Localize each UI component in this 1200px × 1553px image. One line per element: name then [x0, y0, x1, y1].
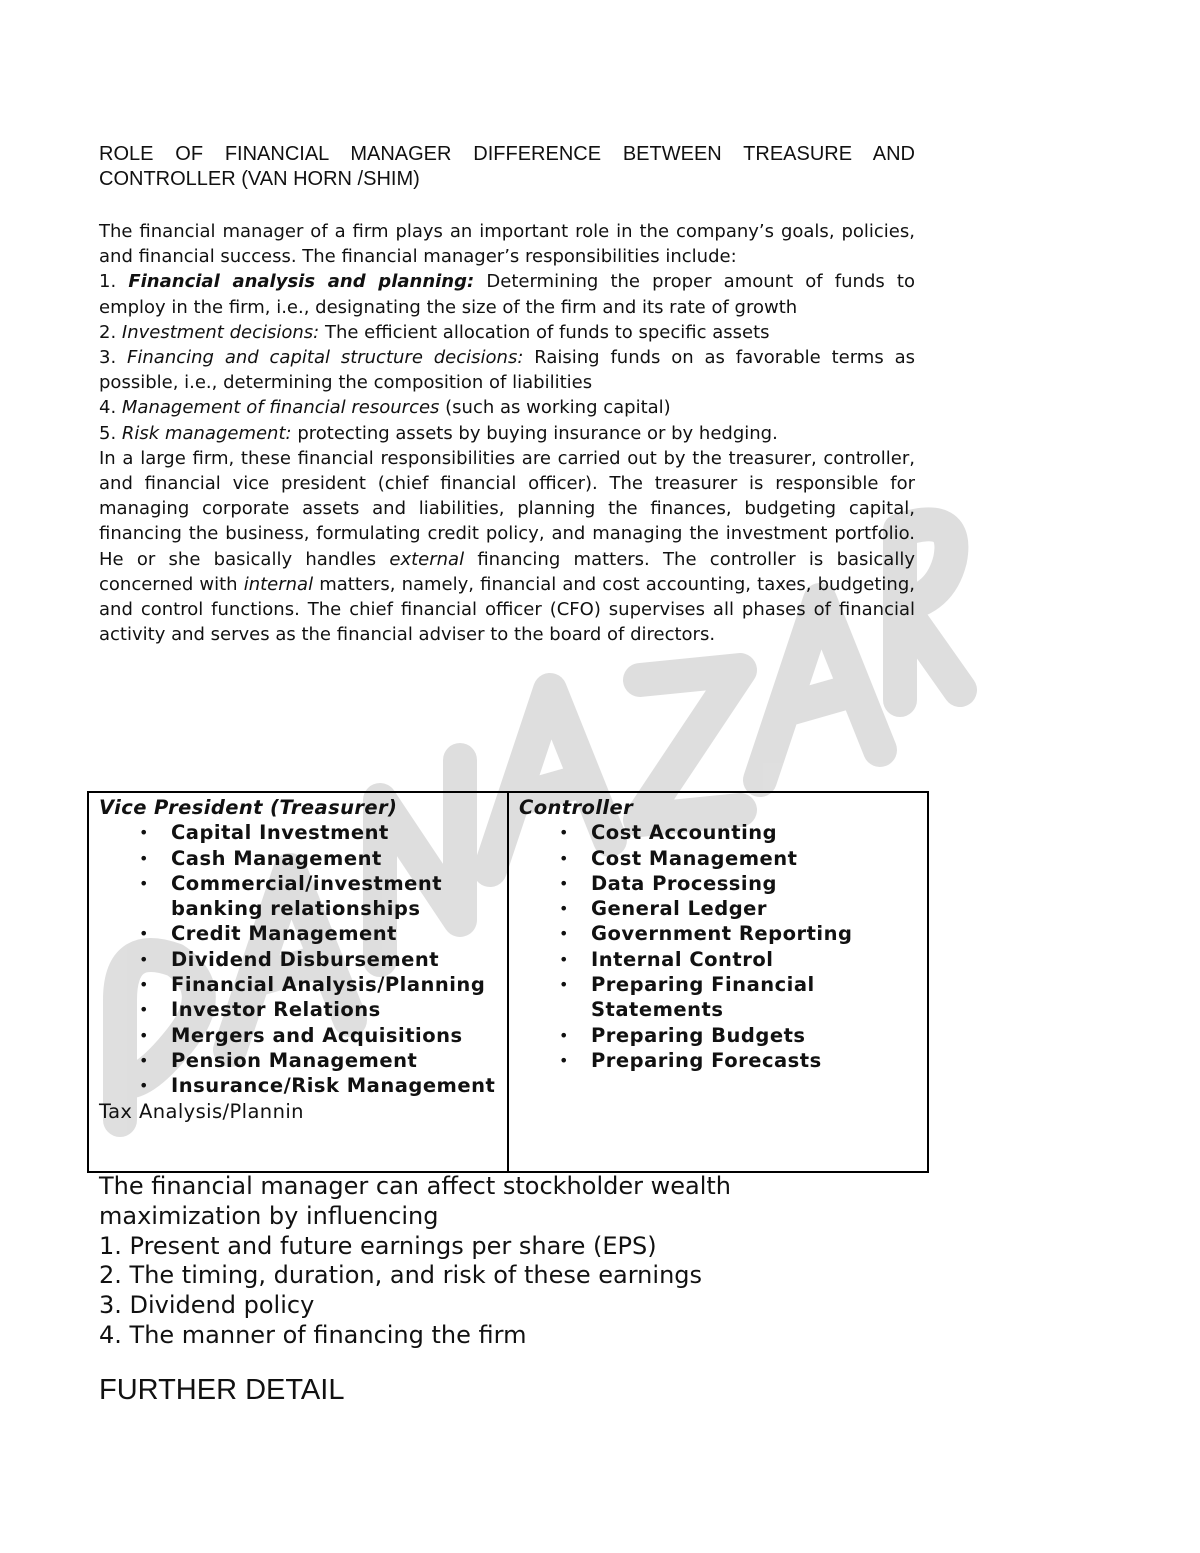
responsibility-4: 4. Management of financial resources (such as working capital) — [99, 397, 671, 419]
responsibility-5: 5. Risk management: protecting assets by buying insurance or by hedging. — [99, 422, 778, 444]
list-item: • Cash Management — [139, 846, 382, 870]
treasurer-column — [89, 793, 509, 1171]
bullet-icon: • — [139, 1000, 149, 1020]
list-item: • Mergers and Acquisitions — [139, 1023, 463, 1047]
list-item: • Cost Accounting — [559, 821, 778, 845]
responsibility-2: 2. Investment decisions: The efficient allocation of funds to specific assets — [99, 321, 770, 343]
list-item: • Internal Control — [559, 947, 774, 971]
bullet-icon: • — [559, 848, 569, 868]
list-item: • Preparing Financial Statements — [559, 973, 815, 1022]
bullet-icon: • — [139, 1076, 149, 1096]
responsibility-1: 1. Financial analysis and planning: Determining the proper amount of funds to employ in the firm, i.e., designating the size of the firm and its rate of growth — [99, 271, 915, 318]
bullet-icon: • — [559, 975, 569, 995]
list-item: • Commercial/investment banking relationships — [139, 871, 443, 921]
wealth-line: 1. Present and future earnings per share (EPS) — [99, 1231, 657, 1260]
bullet-icon: • — [559, 873, 569, 893]
wealth-line: maximization by influencing — [99, 1201, 439, 1230]
responsibility-label: Risk management: — [121, 422, 292, 444]
list-item: • Financial Analysis/Planning — [139, 973, 486, 997]
treasurer-footer: Tax Analysis/Plannin — [99, 1099, 304, 1123]
list-item: • Pension Management — [139, 1048, 418, 1072]
wealth-line: 3. Dividend policy — [99, 1291, 315, 1320]
bullet-icon: • — [559, 1025, 569, 1045]
bullet-icon: • — [559, 1050, 569, 1070]
list-item: • Government Reporting — [559, 922, 853, 946]
treasurer-list — [99, 820, 507, 1098]
responsibility-label: Management of financial resources — [121, 397, 440, 419]
list-item: • Insurance/Risk Management — [139, 1074, 496, 1098]
bullet-icon: • — [139, 873, 149, 893]
bullet-icon: • — [559, 899, 569, 919]
list-item: • Preparing Budgets — [559, 1023, 806, 1047]
list-item: • Data Processing — [559, 871, 777, 895]
bullet-icon: • — [139, 924, 149, 944]
list-item: • Credit Management — [139, 922, 397, 946]
further-detail-heading: FURTHER DETAIL — [99, 1374, 345, 1406]
wealth-line: 4. The manner of financing the firm — [99, 1320, 527, 1349]
bullet-icon: • — [139, 1025, 149, 1045]
bullet-icon: • — [139, 823, 149, 843]
bullet-icon: • — [559, 823, 569, 843]
bullet-icon: • — [559, 949, 569, 969]
list-item: • Preparing Forecasts — [559, 1048, 822, 1072]
list-item: • General Ledger — [559, 897, 767, 921]
bullet-icon: • — [559, 924, 569, 944]
list-item: • Capital Investment — [139, 821, 389, 845]
document-title: ROLE OF FINANCIAL MANAGER DIFFERENCE BETWEEN TREASURE AND CONTROLLER (VAN HORN /SHIM) — [99, 143, 915, 190]
bullet-icon: • — [139, 848, 149, 868]
treasurer-heading: Vice President (Treasurer) — [99, 796, 398, 819]
intro-paragraph: The financial manager of a firm plays an important role in the company’s goals, policies, and financial success. The financial manager’s responsibilities include: — [99, 221, 915, 268]
bullet-icon: • — [139, 1050, 149, 1070]
controller-heading: Controller — [519, 796, 634, 819]
wealth-line: The financial manager can affect stockholder wealth — [99, 1172, 732, 1200]
bullet-icon: • — [139, 975, 149, 995]
responsibility-label: Financing and capital structure decisions: — [127, 347, 524, 369]
list-item: • Investor Relations — [139, 998, 381, 1022]
list-item: • Cost Management — [559, 846, 798, 870]
controller-list — [519, 820, 927, 1073]
controller-column — [509, 793, 927, 1171]
responsibility-3: 3. Financing and capital structure decisions: Raising funds on as favorable terms as possible, i.e., determining the composition of liabilities — [99, 347, 915, 394]
responsibility-label: Financial analysis and planning: — [128, 271, 475, 293]
roles-paragraph: In a large firm, these financial responsibilities are carried out by the treasurer, controller, and financial vice president (chief financial officer). The treasurer is responsible for managing corporate assets and liabilities, planning the finances, budgeting capital, financing the business, formulating credit policy, and managing the investment portfolio. He or she basically handles external financing matters. The controller is basically concerned with internal matters, namely, financial and cost accounting, taxes, budgeting, and control functions. The chief financial officer (CFO) supervises all phases of financial activity and serves as the financial adviser to the board of directors. — [99, 447, 915, 646]
wealth-line: 2. The timing, duration, and risk of these earnings — [99, 1261, 703, 1290]
comparison-table — [87, 791, 929, 1173]
wealth-section — [99, 1172, 939, 1351]
body-text — [99, 219, 915, 647]
bullet-icon: • — [139, 949, 149, 969]
list-item: • Dividend Disbursement — [139, 947, 440, 971]
responsibility-label: Investment decisions: — [121, 321, 320, 343]
